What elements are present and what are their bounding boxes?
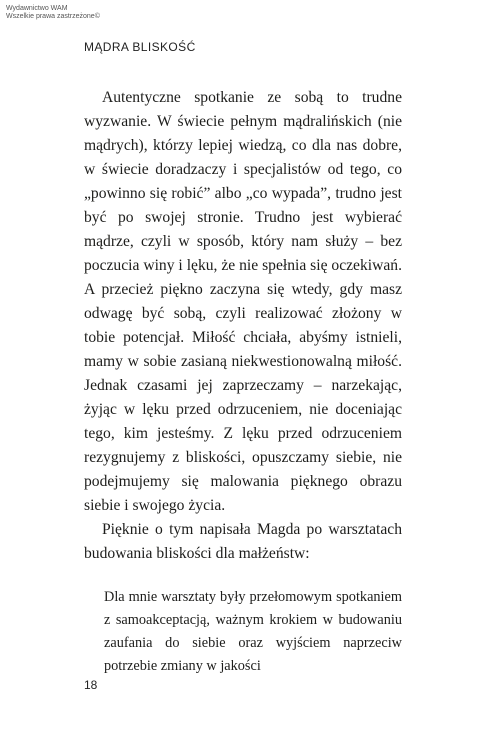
page-body: [84, 86, 402, 678]
running-head-title: MĄDRA BLISKOŚĆ: [84, 40, 196, 54]
body-paragraph: Autentyczne spotkanie ze sobą to trudne wyzwanie. W świecie pełnym mądralińskich (nie mądrych), którzy lepiej wiedzą, co dla nas dobre, w świecie doradzaczy i specjalistów od tego, co „powinno się robić” albo „co wypada”, trudno jest być po swojej stronie. Trudno jest wybierać mądrze, czyli w sposób, który nam służy – bez poczucia winy i lęku, że nie spełnia się oczekiwań. A przecież piękno zaczyna się wtedy, gdy masz odwagę być sobą, czyli realizować złożony w tobie potencjał. Miłość chciała, abyśmy istnieli, mamy w sobie zasianą niekwestionowalną miłość. Jednak czasami jej zaprzeczamy – narzekając, żyjąc w lęku przed odrzuceniem, nie doceniając tego, kim jesteśmy. Z lęku przed odrzuceniem rezygnujemy z bliskości, opuszczamy siebie, nie podejmujemy się malowania pięknego obrazu siebie i swojego życia.: [84, 89, 402, 514]
watermark-line-publisher: Wydawnictwo WAM: [6, 5, 68, 12]
watermark: [6, 5, 100, 21]
watermark-line-copyright: Wszelkie prawa zastrzeżone©: [6, 13, 100, 20]
body-paragraph: Pięknie o tym napisała Magda po warsztatach budowania bliskości dla małżeństw:: [84, 521, 402, 562]
page-number: 18: [84, 678, 98, 692]
block-quote: Dla mnie warsztaty były przełomowym spotkaniem z samoakceptacją, ważnym krokiem w budowaniu zaufania do siebie oraz wyjściem naprzeciw potrzebie zmiany w jakości: [104, 589, 402, 674]
